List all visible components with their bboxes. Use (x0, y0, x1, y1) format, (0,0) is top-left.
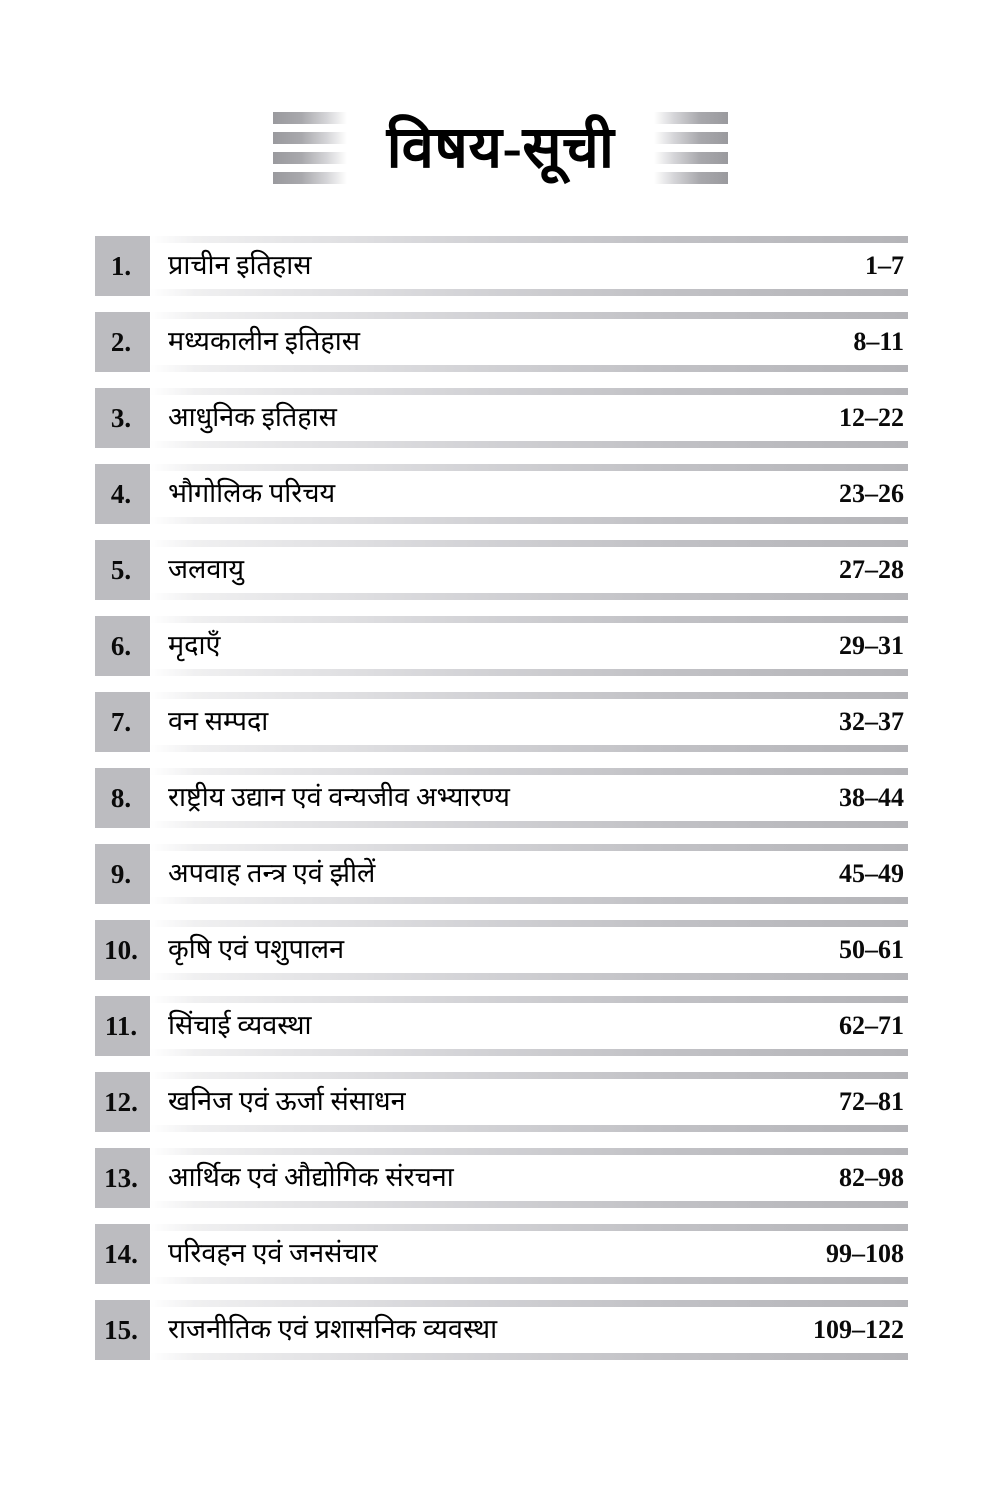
divider-bottom (150, 517, 908, 524)
chapter-number-box (95, 1300, 150, 1360)
divider-bottom (150, 1049, 908, 1056)
toc-row-body (150, 236, 908, 296)
chapter-title[interactable]: कृषि एवं पशुपालन (168, 934, 345, 965)
divider-bottom (150, 1277, 908, 1284)
toc-row-content (150, 1231, 908, 1277)
chapter-page-range: 99–108 (826, 1239, 904, 1268)
gradient-bars-icon-right (654, 109, 728, 187)
chapter-number: 3. (110, 402, 132, 433)
toc-row-content (150, 1155, 908, 1201)
chapter-number: 8. (110, 782, 132, 813)
chapter-page-range: 12–22 (839, 403, 904, 432)
chapter-number-box (95, 312, 150, 372)
chapter-page-range: 50–61 (839, 935, 904, 964)
divider-bottom (150, 593, 908, 600)
divider-bottom (150, 973, 908, 980)
chapter-number-box (95, 1224, 150, 1284)
chapter-number: 1. (110, 250, 132, 281)
divider-bottom (150, 1201, 908, 1208)
divider-bottom (150, 1353, 908, 1360)
toc-row-body (150, 844, 908, 904)
toc-row-body (150, 920, 908, 980)
toc-row-content (150, 623, 908, 669)
chapter-number: 13. (104, 1162, 138, 1193)
toc-row-content (150, 775, 908, 821)
chapter-number: 11. (104, 1010, 138, 1041)
toc-row-content (150, 547, 908, 593)
toc-row[interactable] (95, 996, 908, 1072)
divider-bottom (150, 821, 908, 828)
toc-row-content (150, 395, 908, 441)
toc-row[interactable] (95, 464, 908, 540)
divider-top (150, 1224, 908, 1231)
chapter-number-box (95, 920, 150, 980)
chapter-title[interactable]: आधुनिक इतिहास (168, 402, 337, 433)
chapter-title[interactable]: खनिज एवं ऊर्जा संसाधन (168, 1086, 406, 1117)
toc-row-body (150, 464, 908, 524)
chapter-number-box (95, 388, 150, 448)
chapter-title[interactable]: राष्ट्रीय उद्यान एवं वन्यजीव अभ्यारण्य (168, 782, 510, 813)
divider-bottom (150, 365, 908, 372)
decorative-bar (273, 132, 347, 144)
decorative-bar (273, 112, 347, 124)
toc-row-body (150, 616, 908, 676)
divider-top (150, 1072, 908, 1079)
chapter-page-range: 8–11 (853, 327, 904, 356)
chapter-number: 9. (110, 858, 132, 889)
divider-top (150, 616, 908, 623)
chapter-number: 6. (110, 630, 132, 661)
toc-row[interactable] (95, 692, 908, 768)
toc-row[interactable] (95, 1072, 908, 1148)
toc-row-content (150, 319, 908, 365)
toc-row-body (150, 768, 908, 828)
chapter-title[interactable]: अपवाह तन्त्र एवं झीलें (168, 858, 376, 889)
chapter-page-range: 45–49 (839, 859, 904, 888)
toc-list (95, 236, 908, 1376)
toc-row[interactable] (95, 616, 908, 692)
decorative-bar (654, 132, 728, 144)
toc-row-body (150, 388, 908, 448)
decorative-bar (273, 172, 347, 184)
chapter-title[interactable]: वन सम्पदा (168, 706, 269, 737)
chapter-title[interactable]: सिंचाई व्यवस्था (168, 1010, 312, 1041)
chapter-title[interactable]: जलवायु (168, 554, 245, 585)
chapter-page-range: 1–7 (865, 251, 904, 280)
chapter-number: 10. (104, 934, 138, 965)
chapter-number-box (95, 464, 150, 524)
toc-row-content (150, 1003, 908, 1049)
chapter-number-box (95, 1072, 150, 1132)
toc-row[interactable] (95, 312, 908, 388)
toc-row-body (150, 312, 908, 372)
divider-top (150, 388, 908, 395)
toc-row-body (150, 1072, 908, 1132)
divider-top (150, 768, 908, 775)
chapter-page-range: 62–71 (839, 1011, 904, 1040)
chapter-page-range: 38–44 (839, 783, 904, 812)
chapter-number-box (95, 616, 150, 676)
chapter-number-box (95, 768, 150, 828)
divider-top (150, 312, 908, 319)
page-header (0, 96, 1001, 200)
toc-row[interactable] (95, 1300, 908, 1376)
divider-bottom (150, 897, 908, 904)
divider-bottom (150, 669, 908, 676)
chapter-number-box (95, 844, 150, 904)
chapter-title[interactable]: आर्थिक एवं औद्योगिक संरचना (168, 1162, 454, 1193)
chapter-number: 5. (110, 554, 132, 585)
chapter-page-range: 109–122 (813, 1315, 904, 1344)
chapter-number-box (95, 996, 150, 1056)
toc-row[interactable] (95, 388, 908, 464)
page-title: विषय-सूची (386, 115, 615, 180)
decorative-bar (654, 172, 728, 184)
chapter-title[interactable]: भौगोलिक परिचय (168, 478, 336, 509)
divider-bottom (150, 441, 908, 448)
chapter-number-box (95, 692, 150, 752)
chapter-number: 14. (104, 1238, 138, 1269)
chapter-number: 12. (104, 1086, 138, 1117)
toc-row[interactable] (95, 1224, 908, 1300)
chapter-page-range: 27–28 (839, 555, 904, 584)
chapter-title[interactable]: परिवहन एवं जनसंचार (168, 1238, 378, 1269)
toc-row[interactable] (95, 920, 908, 996)
chapter-title[interactable]: राजनीतिक एवं प्रशासनिक व्यवस्था (168, 1314, 498, 1345)
chapter-page-range: 29–31 (839, 631, 904, 660)
chapter-page-range: 72–81 (839, 1087, 904, 1116)
divider-top (150, 692, 908, 699)
chapter-title[interactable]: प्राचीन इतिहास (168, 250, 312, 281)
divider-top (150, 236, 908, 243)
chapter-page-range: 82–98 (839, 1163, 904, 1192)
toc-row-body (150, 540, 908, 600)
chapter-number: 15. (104, 1314, 138, 1345)
toc-row-content (150, 851, 908, 897)
divider-top (150, 1148, 908, 1155)
toc-row-content (150, 243, 908, 289)
divider-bottom (150, 289, 908, 296)
toc-row-body (150, 1148, 908, 1208)
divider-top (150, 464, 908, 471)
decorative-bar (273, 152, 347, 164)
decorative-bar (654, 152, 728, 164)
divider-bottom (150, 1125, 908, 1132)
toc-row[interactable] (95, 236, 908, 312)
toc-row-body (150, 1224, 908, 1284)
toc-row-body (150, 1300, 908, 1360)
chapter-number-box (95, 236, 150, 296)
chapter-title[interactable]: मध्यकालीन इतिहास (168, 326, 360, 357)
chapter-page-range: 23–26 (839, 479, 904, 508)
toc-row[interactable] (95, 768, 908, 844)
chapter-title[interactable]: मृदाएँ (168, 630, 221, 661)
chapter-number-box (95, 540, 150, 600)
divider-top (150, 920, 908, 927)
toc-row[interactable] (95, 540, 908, 616)
chapter-number: 7. (110, 706, 132, 737)
divider-top (150, 1300, 908, 1307)
chapter-number: 2. (110, 326, 132, 357)
divider-top (150, 540, 908, 547)
toc-row-body (150, 996, 908, 1056)
divider-bottom (150, 745, 908, 752)
chapter-number: 4. (110, 478, 132, 509)
divider-top (150, 844, 908, 851)
toc-row-content (150, 699, 908, 745)
toc-row[interactable] (95, 844, 908, 920)
toc-row-content (150, 1307, 908, 1353)
decorative-bar (654, 112, 728, 124)
chapter-page-range: 32–37 (839, 707, 904, 736)
chapter-number-box (95, 1148, 150, 1208)
divider-top (150, 996, 908, 1003)
toc-row-content (150, 1079, 908, 1125)
toc-row-content (150, 471, 908, 517)
toc-row[interactable] (95, 1148, 908, 1224)
toc-row-body (150, 692, 908, 752)
toc-row-content (150, 927, 908, 973)
gradient-bars-icon-left (273, 109, 347, 187)
